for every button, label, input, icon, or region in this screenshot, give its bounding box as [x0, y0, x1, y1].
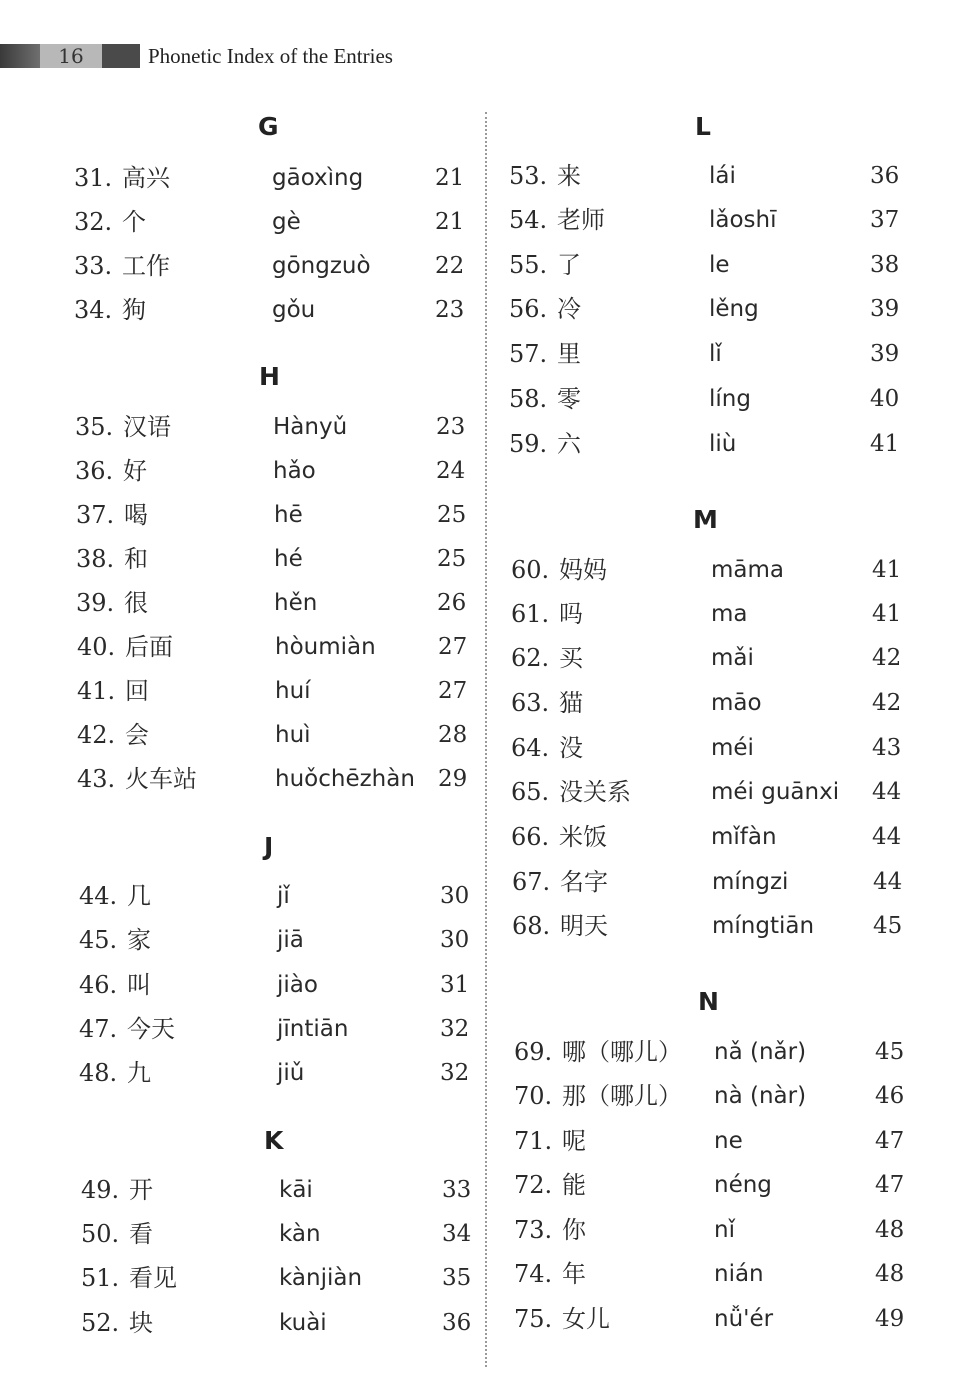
- index-entry: [79, 1053, 479, 1093]
- entry-hanzi: 吗: [559, 600, 583, 628]
- entry-number: 71.: [514, 1127, 553, 1155]
- entry-pinyin: ma: [711, 601, 748, 627]
- index-entry: [514, 1299, 934, 1339]
- entry-page: 30: [440, 927, 470, 953]
- page-title: Phonetic Index of the Entries: [148, 44, 393, 68]
- index-entry: [509, 156, 929, 196]
- index-entry: [76, 583, 476, 623]
- entry-hanzi: 喝: [124, 501, 148, 529]
- entry-pinyin: líng: [709, 386, 751, 412]
- index-entry: [74, 202, 474, 242]
- index-entry: [76, 495, 476, 535]
- entry-hanzi: 几: [127, 882, 151, 910]
- index-entry: [79, 1009, 479, 1049]
- entry-pinyin: hē: [274, 502, 303, 528]
- entry-number: 64.: [511, 734, 550, 762]
- entry-number: 73.: [514, 1216, 553, 1244]
- entry-page: 46: [875, 1083, 905, 1109]
- entry-hanzi: 狗: [122, 296, 146, 324]
- entry-hanzi: 那（哪儿）: [562, 1082, 682, 1110]
- entry-number: 69.: [514, 1038, 553, 1066]
- entry-pinyin: lǐ: [709, 341, 722, 367]
- entry-hanzi: 后面: [125, 633, 173, 661]
- entry-pinyin: jǐ: [277, 883, 290, 909]
- entry-hanzi: 米饭: [559, 823, 607, 851]
- page-number: 16: [40, 44, 102, 68]
- right-column: [495, 0, 960, 1384]
- entry-hanzi: 看: [129, 1220, 153, 1248]
- entry-hanzi: 年: [562, 1260, 586, 1288]
- entry-page: 32: [440, 1016, 470, 1042]
- index-entry: [511, 817, 931, 857]
- entry-number: 37.: [76, 501, 115, 529]
- entry-hanzi: 回: [125, 677, 149, 705]
- entry-pinyin: méi: [711, 735, 754, 761]
- entry-page: 47: [875, 1128, 905, 1154]
- index-entry: [79, 965, 479, 1005]
- entry-page: 47: [875, 1172, 905, 1198]
- index-entry: [74, 290, 474, 330]
- entry-pinyin: gǒu: [272, 297, 316, 323]
- index-entry: [511, 638, 931, 678]
- index-entry: [75, 407, 475, 447]
- entry-pinyin: míngzi: [712, 869, 789, 895]
- entry-page: 36: [442, 1310, 472, 1336]
- entry-pinyin: hòumiàn: [275, 634, 376, 660]
- entry-page: 39: [870, 296, 900, 322]
- index-entry: [509, 334, 929, 374]
- entry-number: 74.: [514, 1260, 553, 1288]
- index-entry: [81, 1170, 481, 1210]
- entry-hanzi: 冷: [557, 295, 581, 323]
- entry-pinyin: néng: [714, 1172, 772, 1198]
- entry-pinyin: jiā: [277, 927, 304, 953]
- entry-pinyin: huí: [275, 678, 311, 704]
- entry-number: 61.: [511, 600, 550, 628]
- entry-pinyin: míngtiān: [712, 913, 815, 939]
- entry-page: 35: [442, 1265, 472, 1291]
- entry-number: 40.: [77, 633, 116, 661]
- entry-page: 31: [440, 972, 470, 998]
- entry-page: 42: [872, 690, 902, 716]
- entry-page: 41: [872, 557, 902, 583]
- entry-number: 53.: [509, 162, 548, 190]
- entry-pinyin: nǐ: [714, 1217, 735, 1243]
- entry-page: 32: [440, 1060, 470, 1086]
- entry-page: 48: [875, 1217, 905, 1243]
- section-letter-j: J: [264, 832, 274, 861]
- entry-page: 21: [435, 209, 465, 235]
- entry-number: 60.: [511, 556, 550, 584]
- entry-page: 42: [872, 645, 902, 671]
- index-entry: [511, 683, 931, 723]
- index-entry: [509, 289, 929, 329]
- entry-page: 27: [438, 678, 468, 704]
- entry-page: 25: [437, 546, 467, 572]
- entry-hanzi: 很: [124, 589, 148, 617]
- entry-pinyin: kànjiàn: [279, 1265, 363, 1291]
- entry-hanzi: 老师: [557, 206, 605, 234]
- entry-pinyin: gōngzuò: [272, 253, 371, 279]
- entry-pinyin: lái: [709, 163, 736, 189]
- entry-pinyin: huì: [275, 722, 311, 748]
- entry-number: 38.: [76, 545, 115, 573]
- entry-pinyin: hé: [274, 546, 303, 572]
- entry-pinyin: gāoxìng: [272, 165, 364, 191]
- index-entry: [514, 1254, 934, 1294]
- entry-number: 49.: [81, 1176, 120, 1204]
- entry-number: 63.: [511, 689, 550, 717]
- entry-hanzi: 来: [557, 162, 581, 190]
- entry-number: 59.: [509, 430, 548, 458]
- entry-hanzi: 猫: [559, 689, 583, 717]
- entry-pinyin: gè: [272, 209, 301, 235]
- entry-hanzi: 个: [122, 208, 146, 236]
- entry-hanzi: 没: [559, 734, 583, 762]
- index-entry: [81, 1214, 481, 1254]
- index-entry: [77, 759, 477, 799]
- entry-number: 32.: [74, 208, 113, 236]
- index-entry: [77, 671, 477, 711]
- entry-page: 27: [438, 634, 468, 660]
- entry-pinyin: kàn: [279, 1221, 321, 1247]
- entry-hanzi: 九: [127, 1059, 151, 1087]
- entry-pinyin: māo: [711, 690, 762, 716]
- entry-pinyin: māma: [711, 557, 784, 583]
- index-entry: [77, 715, 477, 755]
- entry-number: 68.: [512, 912, 551, 940]
- index-entry: [77, 627, 477, 667]
- entry-page: 37: [870, 207, 900, 233]
- entry-hanzi: 火车站: [125, 765, 197, 793]
- entry-page: 38: [870, 252, 900, 278]
- entry-pinyin: mǎi: [711, 645, 754, 671]
- entry-page: 23: [436, 414, 466, 440]
- entry-pinyin: kāi: [279, 1177, 313, 1203]
- entry-pinyin: Hànyǔ: [273, 414, 348, 440]
- entry-page: 40: [870, 386, 900, 412]
- entry-page: 25: [437, 502, 467, 528]
- entry-hanzi: 明天: [560, 912, 608, 940]
- section-letter-m: M: [693, 505, 718, 534]
- entry-number: 35.: [75, 413, 114, 441]
- entry-number: 67.: [512, 868, 551, 896]
- entry-page: 22: [435, 253, 465, 279]
- entry-pinyin: hǎo: [273, 458, 316, 484]
- entry-number: 52.: [81, 1309, 120, 1337]
- entry-hanzi: 好: [123, 457, 147, 485]
- entry-hanzi: 叫: [127, 971, 151, 999]
- entry-page: 21: [435, 165, 465, 191]
- entry-number: 48.: [79, 1059, 118, 1087]
- index-entry: [509, 424, 929, 464]
- entry-page: 23: [435, 297, 465, 323]
- entry-hanzi: 今天: [127, 1015, 175, 1043]
- entry-pinyin: huǒchēzhàn: [275, 766, 415, 792]
- index-entry: [511, 594, 931, 634]
- entry-hanzi: 工作: [122, 252, 170, 280]
- entry-number: 42.: [77, 721, 116, 749]
- entry-number: 50.: [81, 1220, 120, 1248]
- entry-hanzi: 汉语: [123, 413, 171, 441]
- index-entry: [512, 906, 932, 946]
- entry-number: 47.: [79, 1015, 118, 1043]
- index-entry: [514, 1032, 934, 1072]
- entry-number: 57.: [509, 340, 548, 368]
- entry-page: 39: [870, 341, 900, 367]
- index-entry: [75, 451, 475, 491]
- section-letter-n: N: [698, 987, 719, 1016]
- entry-pinyin: nà (nàr): [714, 1083, 807, 1109]
- entry-page: 26: [437, 590, 467, 616]
- entry-hanzi: 零: [557, 385, 581, 413]
- entry-number: 75.: [514, 1305, 553, 1333]
- entry-page: 30: [440, 883, 470, 909]
- entry-pinyin: kuài: [279, 1310, 327, 1336]
- index-entry: [514, 1076, 934, 1116]
- entry-hanzi: 哪（哪儿）: [562, 1038, 682, 1066]
- entry-number: 51.: [81, 1264, 120, 1292]
- entry-page: 41: [872, 601, 902, 627]
- index-entry: [511, 772, 931, 812]
- index-entry: [509, 245, 929, 285]
- entry-hanzi: 名字: [560, 868, 608, 896]
- entry-page: 48: [875, 1261, 905, 1287]
- entry-number: 56.: [509, 295, 548, 323]
- entry-hanzi: 块: [129, 1309, 153, 1337]
- entry-page: 41: [870, 431, 900, 457]
- entry-page: 44: [873, 869, 903, 895]
- index-entry: [81, 1258, 481, 1298]
- entry-page: 29: [438, 766, 468, 792]
- entry-page: 34: [442, 1221, 472, 1247]
- entry-number: 55.: [509, 251, 548, 279]
- entry-hanzi: 呢: [562, 1127, 586, 1155]
- index-entry: [76, 539, 476, 579]
- entry-page: 45: [873, 913, 903, 939]
- entry-hanzi: 高兴: [122, 164, 170, 192]
- entry-number: 43.: [77, 765, 116, 793]
- entry-page: 33: [442, 1177, 472, 1203]
- entry-hanzi: 了: [557, 251, 581, 279]
- entry-number: 36.: [75, 457, 114, 485]
- entry-number: 34.: [74, 296, 113, 324]
- entry-hanzi: 开: [129, 1176, 153, 1204]
- index-entry: [509, 200, 929, 240]
- index-entry: [514, 1165, 934, 1205]
- entry-number: 41.: [77, 677, 116, 705]
- entry-hanzi: 你: [562, 1216, 586, 1244]
- index-entry: [512, 862, 932, 902]
- index-entry: [79, 876, 479, 916]
- entry-number: 31.: [74, 164, 113, 192]
- entry-hanzi: 能: [562, 1171, 586, 1199]
- entry-pinyin: nián: [714, 1261, 764, 1287]
- entry-number: 39.: [76, 589, 115, 617]
- entry-hanzi: 里: [557, 340, 581, 368]
- index-entry: [514, 1121, 934, 1161]
- entry-hanzi: 没关系: [559, 778, 631, 806]
- entry-hanzi: 和: [124, 545, 148, 573]
- entry-page: 44: [872, 824, 902, 850]
- index-entry: [74, 158, 474, 198]
- entry-page: 36: [870, 163, 900, 189]
- entry-number: 54.: [509, 206, 548, 234]
- index-entry: [74, 246, 474, 286]
- entry-number: 46.: [79, 971, 118, 999]
- entry-number: 72.: [514, 1171, 553, 1199]
- entry-hanzi: 妈妈: [559, 556, 607, 584]
- entry-page: 49: [875, 1306, 905, 1332]
- entry-pinyin: nǎ (nǎr): [714, 1039, 807, 1065]
- entry-hanzi: 会: [125, 721, 149, 749]
- entry-hanzi: 家: [127, 926, 151, 954]
- entry-pinyin: mǐfàn: [711, 824, 777, 850]
- entry-hanzi: 买: [559, 644, 583, 672]
- entry-pinyin: le: [709, 252, 730, 278]
- entry-number: 44.: [79, 882, 118, 910]
- entry-number: 65.: [511, 778, 550, 806]
- entry-pinyin: liù: [709, 431, 737, 457]
- entry-pinyin: jiào: [277, 972, 318, 998]
- entry-page: 24: [436, 458, 466, 484]
- section-letter-h: H: [259, 362, 280, 391]
- entry-number: 66.: [511, 823, 550, 851]
- entry-page: 45: [875, 1039, 905, 1065]
- index-entry: [514, 1210, 934, 1250]
- entry-pinyin: hěn: [274, 590, 318, 616]
- index-entry: [81, 1303, 481, 1343]
- entry-number: 58.: [509, 385, 548, 413]
- section-letter-g: G: [258, 112, 279, 141]
- entry-hanzi: 看见: [129, 1264, 177, 1292]
- entry-page: 44: [872, 779, 902, 805]
- entry-number: 33.: [74, 252, 113, 280]
- entry-hanzi: 女儿: [562, 1305, 610, 1333]
- index-entry: [511, 728, 931, 768]
- column-divider: [485, 112, 487, 1367]
- section-letter-l: L: [695, 112, 711, 141]
- entry-pinyin: jiǔ: [277, 1060, 305, 1086]
- entry-number: 62.: [511, 644, 550, 672]
- index-entry: [79, 920, 479, 960]
- entry-page: 28: [438, 722, 468, 748]
- entry-pinyin: jīntiān: [277, 1016, 349, 1042]
- entry-page: 43: [872, 735, 902, 761]
- entry-hanzi: 六: [557, 430, 581, 458]
- entry-pinyin: nǚ'ér: [714, 1306, 774, 1332]
- index-entry: [509, 379, 929, 419]
- entry-number: 45.: [79, 926, 118, 954]
- entry-pinyin: lěng: [709, 296, 759, 322]
- index-entry: [511, 550, 931, 590]
- entry-pinyin: lǎoshī: [709, 207, 777, 233]
- section-letter-k: K: [264, 1126, 284, 1155]
- entry-pinyin: ne: [714, 1128, 743, 1154]
- entry-number: 70.: [514, 1082, 553, 1110]
- entry-pinyin: méi guānxi: [711, 779, 840, 805]
